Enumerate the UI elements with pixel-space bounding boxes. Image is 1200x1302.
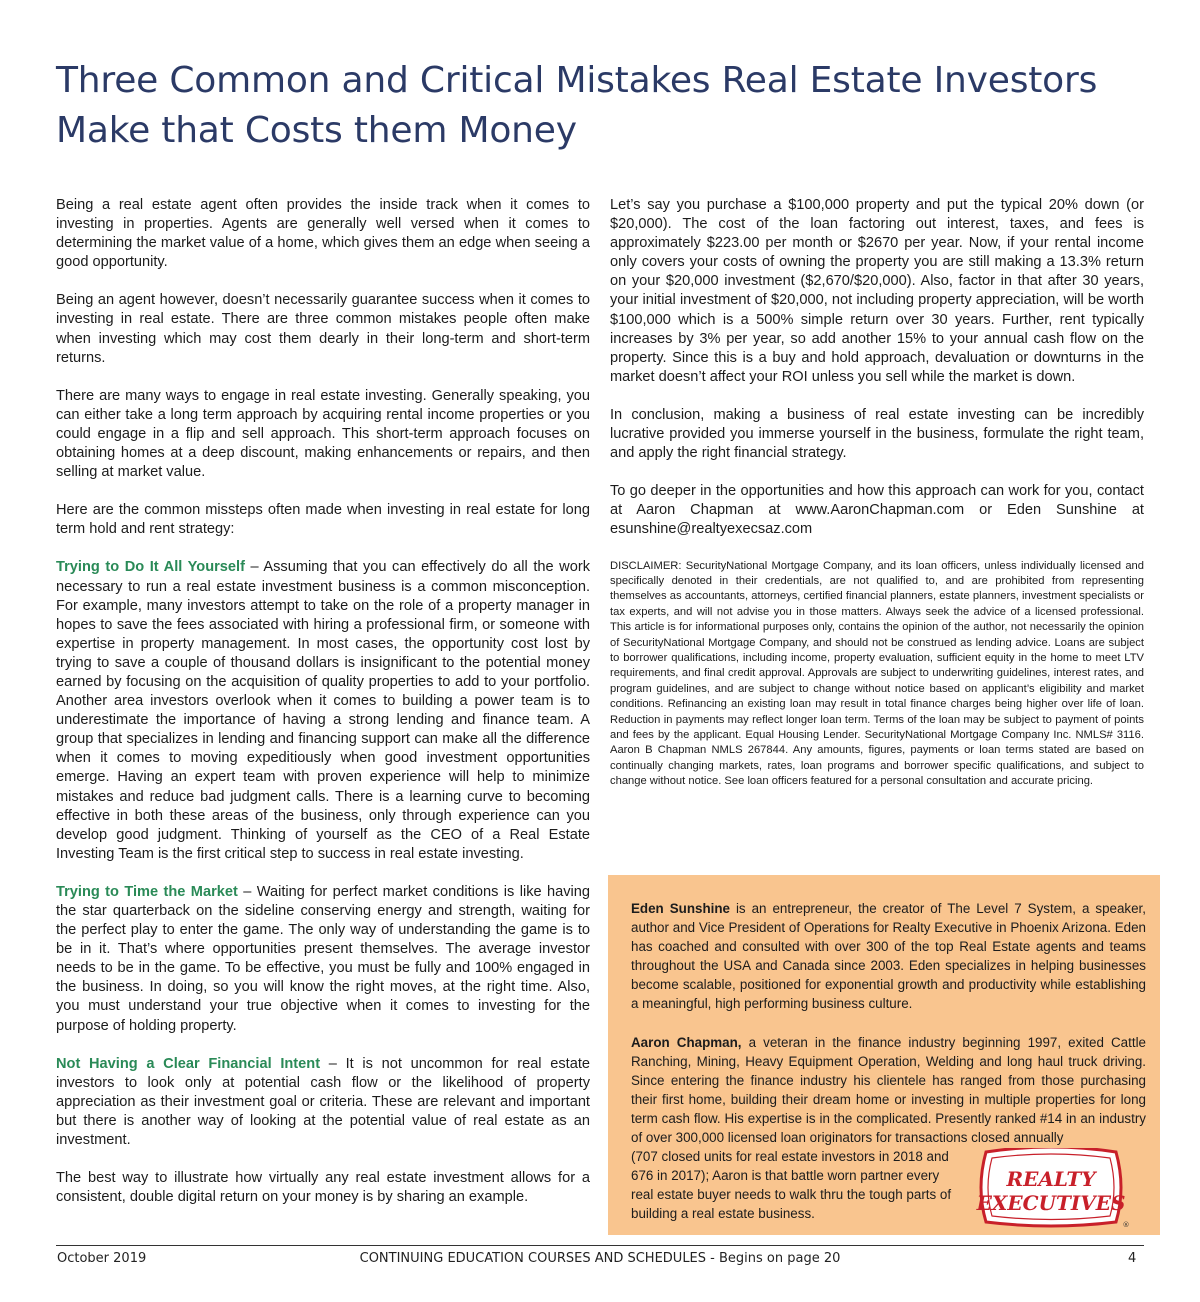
mistake-2-paragraph: [56, 883, 590, 1036]
mistake-3-heading: Not Having a Clear Financial Intent: [56, 1055, 321, 1072]
intro-paragraph-2: Being an agent however, doesn’t necessarily guarantee success when it comes to investing in real estate. There are three common mistakes people often make when investing which may cost them dearly in their long-term and short-term returns.: [56, 292, 590, 366]
article-title: [56, 56, 1156, 156]
mistake-1-body: – Assuming that you can effectively do all the work necessary to run a real estate investment business is a common misconception. For example, many investors attempt to take on the role of a property manager in hopes to save the fees associated with hiring a professional firm, or someone with expertise in property management. In most cases, the opportunity cost lost by trying to save a couple of thousand dollars is insignificant to the potential money earned by focusing on the acquisition of quality properties to add to your portfolio. Another area investors overlook when it comes to building a power team is to underestimate the importance of having a strong lending and finance team. A group that specializes in lending and financing support can make all the difference when it comes to moving expeditiously when good investment opportunities emerge. Having an expert team with proven experience will help to minimize mistakes and reduce bad judgment calls. There is a learning curve to becoming effective in both these areas of the business, only through experience can you develop good judgment. Thinking of yourself as the CEO of a Real Estate Investing Team is the first critical step to success in real estate investing.: [56, 559, 590, 862]
mistake-2-body: – Waiting for perfect market conditions is like having the star quarterback on the sideline conserving energy and strength, waiting for the perfect play to enter the game. The only way of understanding the game is to be in it. That’s where opportunities present themselves. The average investor needs to be in the game. To be effective, you must be fully and 100% engaged in the business. In doing, so you will know the right moves, at the right time. Also, you must understand your true objective when it comes to investing for the purpose of holding property.: [56, 883, 590, 1034]
right-column: [610, 196, 1144, 809]
eden-bio: [631, 899, 1146, 1014]
footer-date: October 2019: [57, 1251, 147, 1266]
intro-paragraph-1: Being a real estate agent often provides the inside track when it comes to investing in properties. Agents are generally well versed when it comes to determining the market value of a home, which gives them an edge when seeing a good opportunity.: [56, 197, 590, 271]
example-intro-paragraph: The best way to illustrate how virtually any real estate investment allows for a consistent, double digital return on your money is by sharing an example.: [56, 1170, 590, 1206]
footer-section-title: CONTINUING EDUCATION COURSES AND SCHEDULES - Begins on page 20: [359, 1251, 841, 1266]
aaron-bio-tail: (707 closed units for real estate investors in 2018 and 676 in 2017); Aaron is that battle worn partner every real estate buyer needs to walk thru the tough parts of building a real estate business.: [631, 1149, 952, 1222]
aaron-bio-text: a veteran in the finance industry beginning 1997, exited Cattle Ranching, Mining, Heavy Equipment Operation, Welding and long haul truck driving. Since entering the finance industry his clientele has ranged from those purchasing their first home, building their dream home or investing in multiple properties for long term cash flow. His expertise is in the complicated. Presently ranked #14 in an industry of over 300,000 licensed loan originators for transactions closed annually: [631, 1034, 1146, 1146]
eden-name: Eden Sunshine: [631, 901, 730, 916]
mistake-1-heading: Trying to Do It All Yourself: [56, 559, 245, 576]
contact-paragraph: To go deeper in the opportunities and how this approach can work for you, contact at Aaron Chapman at www.AaronChapman.com or Eden Sunshine at esunshine@realtyexecsaz.com: [610, 483, 1144, 538]
aaron-bio: [631, 1033, 1146, 1148]
mistake-3-body: – It is not uncommon for real estate investors to look only at potential cash flow or the likelihood of property appreciation as their investment goal or criteria. These are relevant and important but there is another way of looking at the potential value of real estate as an investment.: [56, 1055, 590, 1149]
mistake-3-paragraph: [56, 1055, 590, 1150]
footer-divider: [56, 1245, 1144, 1246]
logo-registered-mark: ®: [1122, 1221, 1130, 1228]
page-number: 4: [1128, 1251, 1137, 1266]
intro-paragraph-3: There are many ways to engage in real estate investing. Generally speaking, you can either take a long term approach by acquiring rental income properties or you could engage in a flip and sell approach. This short-term approach focuses on obtaining homes at a deep discount, making enhancements or repairs, and then selling at market value.: [56, 387, 590, 481]
mistake-2-heading: Trying to Time the Market: [56, 883, 238, 900]
example-paragraph: Let’s say you purchase a $100,000 property and put the typical 20% down (or $20,000). The cost of the loan factoring out interest, taxes, and fees is approximately $223.00 per month or $2670 per year. Now, if your rental income only covers your costs of owning the property you are still making a 13.3% return on your $20,000 investment ($2,670/$20,000). Also, factor in that after 30 years, your initial investment of $20,000, not including property appreciation, will be worth $100,000 which is a 500% simple return over 30 years. Further, rent typically increases by 3% per year, so add another 15% to your annual cash flow on the property. Since this is a buy and hold approach, devaluation or downturns in the market doesn’t affect your ROI unless you sell while the market is down.: [610, 197, 1144, 385]
logo-line-1: REALTY: [1006, 1167, 1096, 1191]
disclaimer-text: DISCLAIMER: SecurityNational Mortgage Company, and its loan officers, unless individually licensed and specifically denoted in their credentials, are not qualified to, and are prohibited from representing themselves as accountants, attorneys, certified financial planners, estate planners, investment specialists or tax experts, and will not advise you in those matters. Always seek the advice of a licensed professional. This article is for informational purposes only, contains the opinion of the author, not necessarily the opinion of SecurityNational Mortgage Company, and should not be construed as lending advice. Loans are subject to borrower qualifications, including income, property evaluation, sufficient equity in the home to meet LTV requirements, and final credit approval. Approvals are subject to underwriting guidelines, interest rates, and program guidelines, and are subject to change without notice based on applicant’s eligibility and market conditions. Refinancing an existing loan may result in total finance charges being higher over life of loan. Reduction in payments may reflect longer loan term. Terms of the loan may be subject to payment of points and fees by the applicant. Equal Housing Lender. SecurityNational Mortgage Company Inc. NMLS# 3116. Aaron B Chapman NMLS 267844. Any amounts, figures, payments or loan terms stated are based on continually changing markets, rates, loan programs and borrower specific qualifications, and subject to change without notice. See loan officers featured for a personal consultation and accurate pricing.: [610, 559, 1144, 788]
realty-executives-logo: [968, 1148, 1134, 1228]
title-line-2: Make that Costs them Money: [56, 110, 577, 151]
title-line-1: Three Common and Critical Mistakes Real Estate Investors: [56, 60, 1098, 101]
intro-paragraph-4: Here are the common missteps often made when investing in real estate for long term hold and rent strategy:: [56, 502, 590, 538]
conclusion-paragraph: In conclusion, making a business of real estate investing can be incredibly lucrative provided you immerse yourself in the business, formulate the right team, and apply the right financial strategy.: [610, 406, 1144, 462]
logo-line-2: EXECUTIVES: [976, 1191, 1126, 1215]
eden-bio-text: is an entrepreneur, the creator of The Level 7 System, a speaker, author and Vice President of Operations for Realty Executive in Phoenix Arizona. Eden has coached and consulted with over 300 of the top Real Estate agents and teams throughout the USA and Canada since 2003. Eden specializes in helping businesses become scalable, positioned for exponential growth and productivity while establishing a meaningful, high performing business culture.: [631, 901, 1147, 1012]
mistake-1-paragraph: [56, 558, 590, 864]
left-column: [56, 196, 590, 1226]
aaron-name: Aaron Chapman,: [631, 1034, 742, 1050]
